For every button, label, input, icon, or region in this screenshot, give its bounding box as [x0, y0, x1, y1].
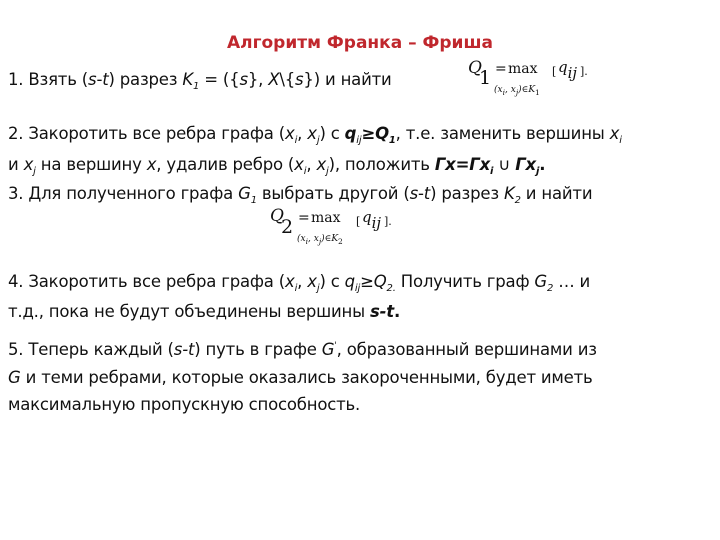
var-gx: Гx — [434, 155, 456, 174]
step4-text: т.д., пока не будут объединены вершины — [8, 302, 370, 321]
var-s: s — [88, 70, 97, 89]
step2-text: , т.е. заменить вершины — [395, 124, 610, 143]
var-s: s — [239, 70, 248, 89]
var-Q: Q — [375, 124, 389, 143]
formula-max: max — [508, 61, 538, 77]
var-t: t — [423, 184, 431, 203]
var-X: X — [268, 70, 280, 89]
var-x: x — [609, 124, 620, 143]
formula-bracket: [ — [356, 215, 361, 228]
formula-under-text: )∈K — [518, 85, 536, 95]
step3-text: выбрать другой ( — [256, 184, 410, 203]
formula-under-sub: i — [305, 236, 308, 246]
var-G: G — [238, 184, 251, 203]
var-q: q — [344, 124, 357, 143]
formula-under — [297, 234, 343, 246]
step5-text: и теми ребрами, которые оказались закороченными, будет иметь — [20, 368, 593, 387]
var-Q: Q — [373, 272, 387, 291]
step1-text: }, — [247, 70, 269, 89]
step5-line3 — [8, 395, 360, 414]
formula-index: 2 — [281, 216, 294, 238]
step1-text: }) и найти — [303, 70, 392, 89]
formula-Q: Q — [468, 58, 482, 78]
step5-line1 — [8, 340, 597, 359]
step2-text: 2. Закоротить все ребра графа ( — [8, 124, 285, 143]
subscript: ij — [356, 135, 362, 146]
formula-under-text: (x — [297, 234, 306, 244]
formula-under-sub: 2 — [338, 236, 343, 246]
step2-line2 — [8, 155, 545, 177]
step2-text: на вершину — [35, 155, 147, 174]
subscript: j — [316, 135, 320, 146]
comma: , — [306, 155, 317, 174]
step3-text: ) разрез — [430, 184, 504, 203]
var-G: G — [8, 368, 21, 387]
step2-text: ), положить — [328, 155, 435, 174]
subscript: 2 — [547, 283, 554, 294]
comma: , — [297, 124, 308, 143]
subscript: j — [535, 166, 540, 177]
equals-sign: = — [455, 155, 470, 174]
step1-text: ) разрез — [108, 70, 183, 89]
formula-under-sub: 1 — [535, 87, 540, 97]
step4-text: 4. Закоротить все ребра графа ( — [8, 272, 285, 291]
step5-text: , образованный вершинами из — [336, 340, 597, 359]
var-x: x — [285, 272, 295, 291]
formula-under-sub: i — [502, 87, 505, 97]
formula-q1 — [468, 58, 608, 108]
step2-text: ) с — [319, 124, 345, 143]
formula-bracket: ]. — [384, 215, 392, 228]
step1-text: \{ — [279, 70, 296, 89]
step5-line2 — [8, 368, 593, 387]
formula-equals: = — [298, 210, 310, 226]
var-x: x — [146, 155, 157, 174]
subscript: j — [316, 283, 320, 294]
step5-text: максимальную пропускную способность. — [8, 395, 361, 414]
subscript: j — [326, 166, 329, 177]
prime: ' — [334, 341, 337, 351]
step4-line2 — [8, 302, 400, 321]
period: . — [539, 155, 546, 174]
step1-text: 1. Взять ( — [8, 70, 89, 89]
formula-qij — [558, 58, 577, 82]
formula-ij: ij — [371, 214, 382, 232]
formula-q2 — [270, 206, 410, 258]
period: . — [393, 302, 401, 321]
ge-sign: ≥ — [360, 272, 374, 291]
subscript: 2. — [386, 283, 396, 294]
dash: - — [418, 184, 424, 203]
formula-under-text: )∈K — [321, 234, 339, 244]
var-t: t — [102, 70, 109, 89]
subscript: i — [303, 166, 307, 177]
formula-max: max — [311, 210, 341, 226]
var-x: x — [307, 124, 317, 143]
subscript: 1 — [388, 135, 396, 146]
subscript: 2 — [514, 195, 521, 206]
formula-index: 1 — [479, 67, 492, 89]
var-G: G — [534, 272, 547, 291]
var-x: x — [294, 155, 304, 174]
formula-under-sub: j — [515, 87, 519, 97]
subscript: 1 — [193, 81, 200, 92]
step1-text: = ({ — [199, 70, 240, 89]
formula-equals: = — [495, 61, 507, 77]
subscript: i — [294, 283, 298, 294]
comma: , — [297, 272, 308, 291]
var-s: s — [409, 184, 419, 203]
formula-under-text: , x — [308, 234, 319, 244]
subscript: j — [33, 166, 36, 177]
step3-text: и найти — [520, 184, 593, 203]
var-K: K — [182, 70, 193, 89]
var-st: s-t — [173, 340, 195, 359]
formula-ij: ij — [567, 64, 578, 82]
var-K: K — [503, 184, 515, 203]
step3-line — [8, 184, 592, 206]
var-st: s-t — [370, 302, 394, 321]
var-x: x — [23, 155, 34, 174]
step4-line1 — [8, 272, 590, 294]
formula-q: q — [362, 208, 372, 226]
var-x: x — [316, 155, 327, 174]
subscript: ij — [354, 283, 361, 294]
step4-text: … и — [553, 272, 591, 291]
step4-text: ) с — [319, 272, 345, 291]
step1-line — [8, 70, 392, 92]
step2-text: , удалив ребро ( — [156, 155, 295, 174]
formula-under-text: (x — [494, 85, 503, 95]
formula-bracket: [ — [552, 65, 557, 78]
step5-text: ) путь в графе — [194, 340, 322, 359]
formula-under-sub: j — [318, 236, 322, 246]
union-sign: ∪ — [493, 155, 516, 174]
var-x: x — [307, 272, 317, 291]
var-x: x — [285, 124, 295, 143]
ge-sign: ≥ — [361, 124, 376, 143]
step2-text: и — [8, 155, 24, 174]
formula-under-text: , x — [505, 85, 516, 95]
var-gx: Гx — [515, 155, 536, 174]
formula-qij — [362, 208, 381, 232]
subscript: i — [294, 135, 298, 146]
var-gx: Гx — [469, 155, 491, 174]
step4-text: Получить граф — [395, 272, 535, 291]
var-G: G — [321, 340, 335, 359]
formula-Q: Q — [270, 206, 284, 226]
var-q: q — [344, 272, 355, 291]
slide-title: Алгоритм Франка – Фриша — [227, 33, 493, 53]
subscript: 1 — [250, 195, 257, 206]
step3-text: 3. Для полученного графа — [8, 184, 239, 203]
var-s: s — [295, 70, 304, 89]
formula-under — [494, 85, 540, 97]
formula-bracket: ]. — [580, 65, 588, 78]
dash: - — [96, 70, 103, 89]
formula-q: q — [558, 58, 568, 76]
subscript: i — [490, 166, 494, 177]
step5-text: 5. Теперь каждый ( — [8, 340, 174, 359]
subscript: i — [619, 135, 622, 146]
step2-line1 — [8, 124, 622, 146]
